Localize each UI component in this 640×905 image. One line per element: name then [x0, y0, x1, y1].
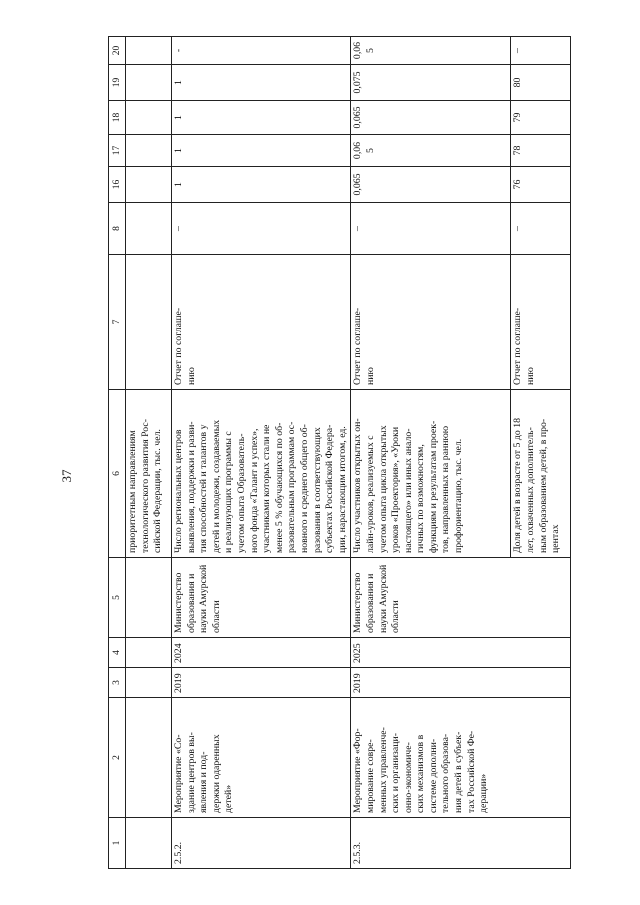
- table-cell: –: [172, 203, 351, 255]
- header-cell: 5: [109, 558, 126, 638]
- table-cell: –: [351, 203, 511, 255]
- table-cell: 1: [172, 167, 351, 203]
- table-cell: 0,065: [351, 101, 511, 135]
- header-cell: 17: [109, 135, 126, 167]
- header-cell: 19: [109, 65, 126, 101]
- table-cell: 2024: [172, 638, 351, 668]
- table-cell: [126, 818, 172, 869]
- table-cell: Отчет по соглаше- нию: [172, 255, 351, 390]
- table-cell: [126, 255, 172, 390]
- table-cell: [126, 638, 172, 668]
- table-cell: приоритетным направлениям технологического развития Рос- сийской Федерации, тыс. чел.: [126, 390, 172, 558]
- table-cell: 2019: [351, 668, 571, 698]
- table-cell: 2.5.2.: [172, 818, 351, 869]
- table-cell: Министерство образования и науки Амурской области: [172, 558, 351, 638]
- table-cell: 1: [172, 135, 351, 167]
- table-cell: Доля детей в возрасте от 5 до 18 лет, охваченных дополнитель- ным образованием детей, в про- центах: [511, 390, 571, 558]
- table-cell: –: [511, 203, 571, 255]
- table-cell: Мероприятие «Фор- мирование совре- менных управленче- ских и организаци- онно-экономиче- ских механизмов в системе дополни- тельного образова- ния детей в субъек- тах Российской Фе- дерации»: [351, 698, 571, 818]
- table-cell: Отчет по соглаше- нию: [351, 255, 511, 390]
- table-cell: 2025: [351, 638, 571, 668]
- table-cell: Министерство образования и науки Амурской области: [351, 558, 571, 638]
- rotated-table-container: [108, 37, 562, 869]
- table-cell: 0,06 5: [351, 135, 511, 167]
- table-cell: 79: [511, 101, 571, 135]
- table-cell: [126, 135, 172, 167]
- header-cell: 7: [109, 255, 126, 390]
- table-cell: 76: [511, 167, 571, 203]
- table-cell: 1: [172, 101, 351, 135]
- table-cell: [126, 37, 172, 65]
- table-cell: –: [511, 37, 571, 65]
- header-cell: 1: [109, 818, 126, 869]
- table-cell: 0,06 5: [351, 37, 511, 65]
- table-cell: 80: [511, 65, 571, 101]
- table-row: [172, 37, 351, 869]
- table-cell: 0,075: [351, 65, 511, 101]
- table-row: [351, 37, 511, 869]
- table-cell: Число участников открытых он- лайн-уроков, реализуемых с учетом опыта цикла открытых уроков «Проектория», «Уроки настоящего» или иных анало- гичных по возможностям, функциям и результатам проек- тов, направленных на раннюю профориентацию, тыс. чел.: [351, 390, 511, 558]
- table-cell: [126, 65, 172, 101]
- table-cell: 78: [511, 135, 571, 167]
- header-cell: 8: [109, 203, 126, 255]
- table-cell: Отчет по соглаше- нию: [511, 255, 571, 390]
- header-cell: 3: [109, 668, 126, 698]
- table-cell: 2.5.3.: [351, 818, 571, 869]
- table-cell: [126, 558, 172, 638]
- table-cell: -: [172, 37, 351, 65]
- table-cell: [126, 203, 172, 255]
- table-cell: 0,065: [351, 167, 511, 203]
- table-cell: Число региональных центров выявления, поддержки и разви- тия способностей и талантов у детей и молодежи, создаваемых и реализующих программы с учетом опыта Образователь- ного фонда «Талант и успех», участниками которых стали не менее 5 % обучающихся по об- разовательным программам ос- новного и среднего общего об- разования в соответствующих субъектах Российской Федера- ции, нарастающим итогом, ед.: [172, 390, 351, 558]
- table-cell: Мероприятие «Со- здание центров вы- явления и под- держки одаренных детей»: [172, 698, 351, 818]
- page-number: 37: [59, 469, 74, 483]
- table-cell: 2019: [172, 668, 351, 698]
- header-cell: 2: [109, 698, 126, 818]
- table-row: [126, 37, 172, 869]
- header-cell: 4: [109, 638, 126, 668]
- header-row: [109, 37, 126, 869]
- header-cell: 18: [109, 101, 126, 135]
- table-cell: [126, 668, 172, 698]
- table-cell: [126, 101, 172, 135]
- table-cell: [126, 698, 172, 818]
- table-cell: [126, 167, 172, 203]
- header-cell: 6: [109, 390, 126, 558]
- table-cell: 1: [172, 65, 351, 101]
- header-cell: 16: [109, 167, 126, 203]
- header-cell: 20: [109, 37, 126, 65]
- indicators-table: [108, 36, 571, 869]
